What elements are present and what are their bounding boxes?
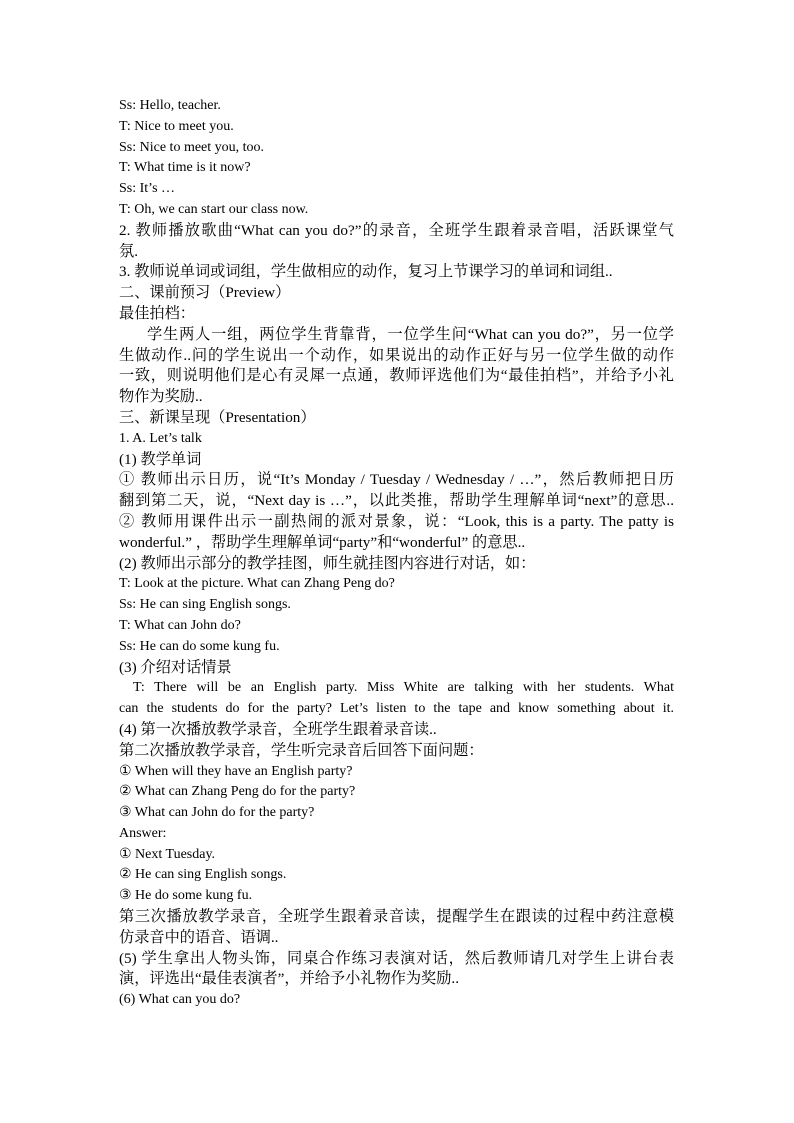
answer-item: ② He can sing English songs.	[119, 867, 287, 883]
paragraph-line: can the students do for the party? Let’s listen to the tape and know something about it.	[119, 701, 674, 717]
subsection-heading: 1. A. Let’s talk	[119, 430, 202, 446]
dialogue-line: Ss: He can do some kung fu.	[119, 638, 280, 654]
question-item: ② What can Zhang Peng do for the party?	[119, 784, 356, 800]
step-text: ① 教师出示日历，说“It’s Monday / Tuesday / Wednesday / …”，然后教师把日历	[119, 471, 674, 489]
answer-label: Answer:	[119, 825, 167, 841]
step-text: 翻到第二天，说，“Next day is …”，以此类推，帮助学生理解单词“next”的意思..	[119, 492, 674, 510]
document-page	[119, 96, 674, 1011]
step-heading: (4) 第一次播放教学录音，全班学生跟着录音读..	[119, 720, 437, 738]
dialogue-line: T: What time is it now?	[119, 160, 251, 176]
paragraph-line: 学生两人一组，两位学生背靠背，一位学生问“What can you do?”，另一位学	[147, 325, 674, 343]
step-text: ② 教师用课件出示一副热闹的派对景象，说：“Look, this is a party. The patty is	[119, 512, 674, 530]
step-text: 2. 教师播放歌曲“What can you do?”的录音，全班学生跟着录音唱，活跃课堂气	[119, 221, 674, 239]
step-heading: (3) 介绍对话情景	[119, 658, 232, 676]
activity-title: 最佳拍档：	[119, 304, 195, 322]
step-text: 3. 教师说单词或词组，学生做相应的动作，复习上节课学习的单词和词组..	[119, 263, 613, 281]
dialogue-line: T: What can John do?	[119, 617, 241, 633]
step-text: 演，评选出“最佳表演者”，并给予小礼物作为奖励..	[119, 970, 460, 988]
step-heading: (2) 教师出示部分的教学挂图，师生就挂图内容进行对话，如：	[119, 554, 536, 572]
paragraph-line: 生做动作..问的学生说出一个动作，如果说出的动作正好与另一位学生做的动作	[119, 346, 674, 364]
dialogue-line: Ss: Hello, teacher.	[119, 98, 221, 113]
section-heading: 二、课前预习（Preview）	[119, 284, 291, 302]
answer-item: ③ He do some kung fu.	[119, 888, 253, 904]
step-heading: (1) 教学单词	[119, 450, 202, 468]
paragraph-line: 物作为奖励..	[119, 388, 203, 406]
step-heading: (5) 学生拿出人物头饰，同桌合作练习表演对话，然后教师请几对学生上讲台表	[119, 949, 674, 967]
paragraph-line: T: There will be an English party. Miss White are talking with her students. What	[133, 680, 674, 696]
dialogue-line: Ss: Nice to meet you, too.	[119, 139, 265, 155]
step-text: 第三次播放教学录音，全班学生跟着录音读，提醒学生在跟读的过程中药注意模	[119, 908, 674, 926]
answer-item: ① Next Tuesday.	[119, 846, 216, 862]
dialogue-line: T: Nice to meet you.	[119, 118, 234, 134]
dialogue-line: T: Oh, we can start our class now.	[119, 201, 309, 217]
step-heading: (6) What can you do?	[119, 992, 241, 1008]
step-text: wonderful.” ，帮助学生理解单词“party”和“wonderful” 的意思..	[119, 533, 526, 551]
dialogue-line: Ss: It’s …	[119, 181, 176, 197]
step-text: 仿录音中的语音、语调..	[119, 928, 279, 946]
dialogue-line: T: Look at the picture. What can Zhang Peng do?	[119, 576, 395, 592]
question-item: ③ What can John do for the party?	[119, 805, 315, 821]
paragraph-line: 一致，则说明他们是心有灵犀一点通，教师评选他们为“最佳拍档”，并给予小礼	[119, 367, 674, 385]
question-item: ① When will they have an English party?	[119, 763, 353, 779]
section-heading: 三、新课呈现（Presentation）	[119, 408, 316, 426]
step-text: 氛.	[119, 242, 138, 260]
step-text: 第二次播放教学录音，学生听完录音后回答下面问题：	[119, 741, 484, 759]
dialogue-line: Ss: He can sing English songs.	[119, 597, 291, 613]
